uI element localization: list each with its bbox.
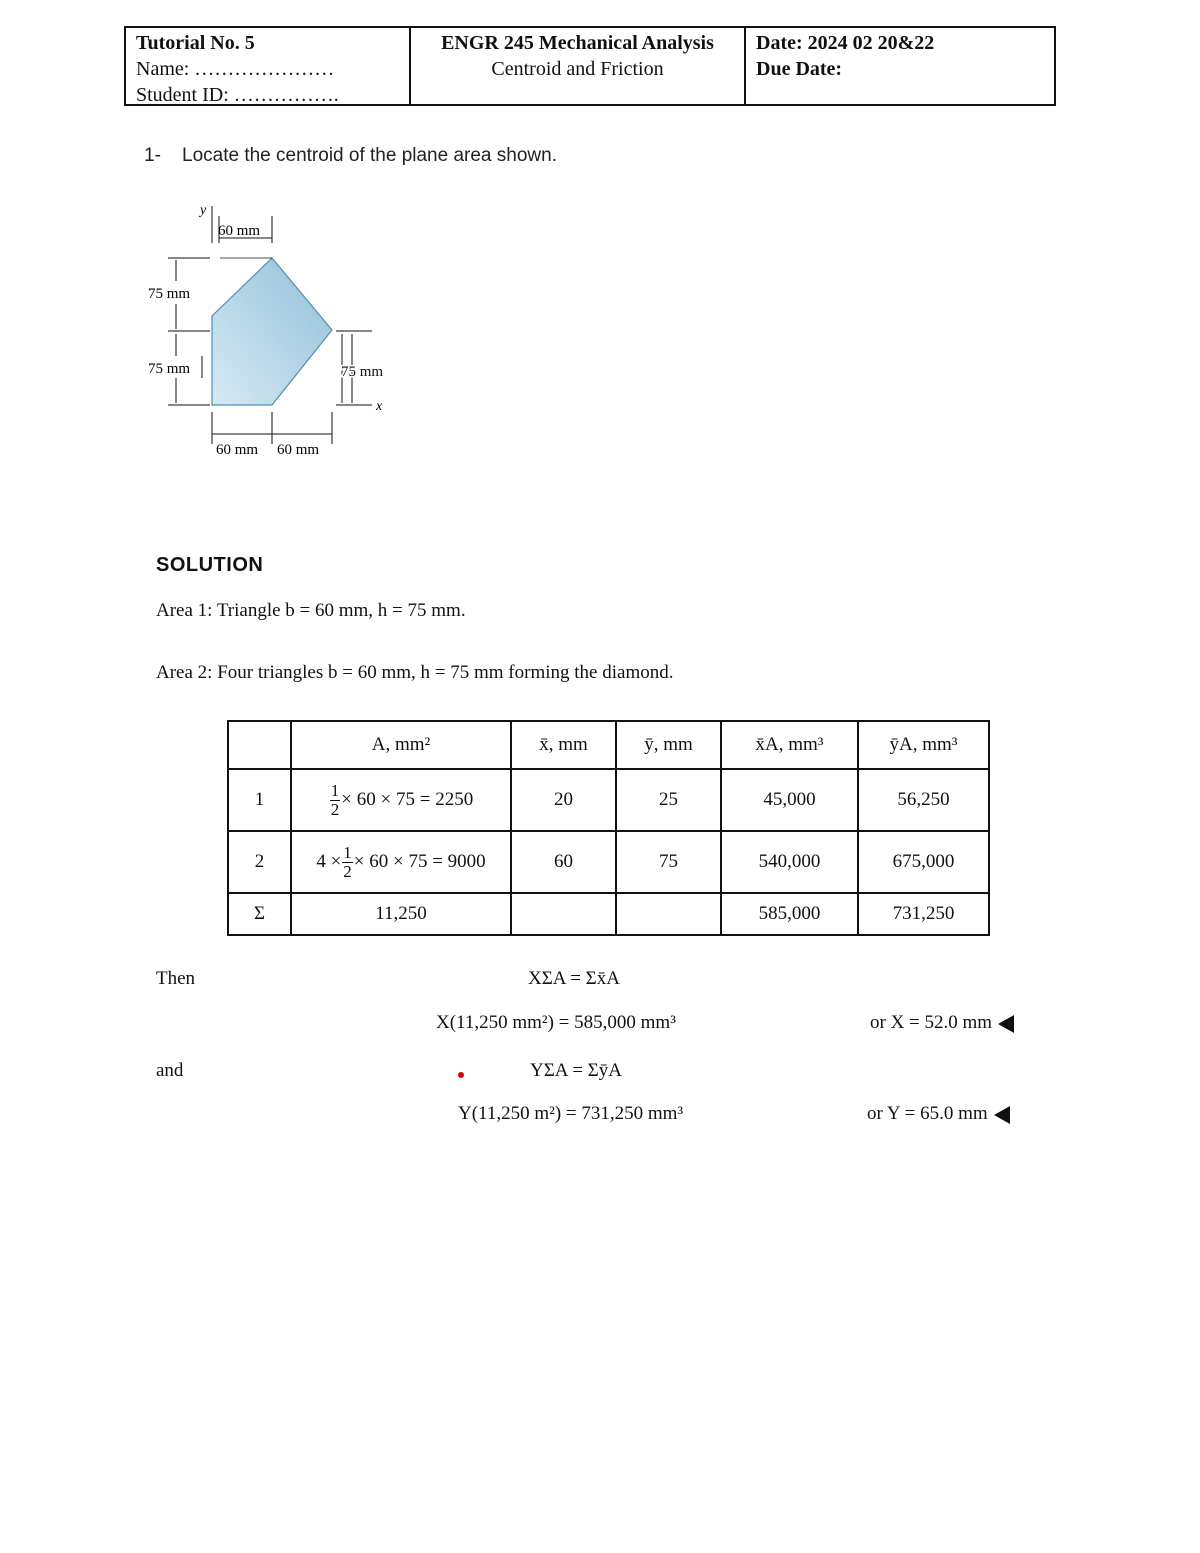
name-field: Name: ………………… xyxy=(136,58,335,80)
and-label: and xyxy=(156,1060,184,1081)
table-row xyxy=(228,769,989,831)
due-date-field: Due Date: xyxy=(756,58,843,80)
table-header-cell xyxy=(228,721,291,769)
sum-x xyxy=(511,893,616,935)
date-field: Date: 2024 02 20&22 xyxy=(756,32,935,54)
header-cell-tutorial xyxy=(126,28,411,104)
answer-y xyxy=(867,1103,1010,1125)
row-y: 75 xyxy=(616,831,721,893)
eq-y-1: YΣA = ΣȳA xyxy=(530,1060,622,1081)
area-prefix: 4 × xyxy=(316,850,342,872)
row-y: 25 xyxy=(616,769,721,831)
table-header-cell: ȳ, mm xyxy=(616,721,721,769)
table-sum-row xyxy=(228,893,989,935)
row-area xyxy=(291,769,511,831)
table-header-row xyxy=(228,721,989,769)
course-title: ENGR 245 Mechanical Analysis xyxy=(441,32,714,54)
fraction-half xyxy=(342,844,353,881)
question-number: 1- xyxy=(144,145,161,166)
fraction-denominator: 2 xyxy=(343,861,352,881)
sum-y xyxy=(616,893,721,935)
row-x: 60 xyxy=(511,831,616,893)
area1-text: Area 1: Triangle b = 60 mm, h = 75 mm. xyxy=(156,600,466,621)
dim-left-upper: 75 mm xyxy=(148,286,191,302)
tutorial-number: Tutorial No. 5 xyxy=(136,32,255,54)
fraction-half xyxy=(330,782,341,819)
area-rest: × 60 × 75 = 9000 xyxy=(353,850,486,872)
row-x: 20 xyxy=(511,769,616,831)
dim-top: 60 mm xyxy=(218,223,261,239)
course-topic: Centroid and Friction xyxy=(491,58,664,80)
answer-marker-icon xyxy=(994,1106,1010,1124)
area-rest: × 60 × 75 = 2250 xyxy=(341,788,474,810)
row-xA: 45,000 xyxy=(721,769,858,831)
centroid-table xyxy=(227,720,990,936)
then-label: Then xyxy=(156,968,196,989)
question-1 xyxy=(144,145,557,167)
fraction-denominator: 2 xyxy=(330,799,340,819)
dim-bottom-right: 60 mm xyxy=(277,442,320,458)
answer-marker-icon xyxy=(998,1015,1014,1033)
header-cell-course xyxy=(411,28,746,104)
sum-symbol: Σ xyxy=(228,893,291,935)
eq-x-1: XΣA = Σx̄A xyxy=(528,968,620,989)
table-header-cell: x̄A, mm³ xyxy=(721,721,858,769)
table-header-cell: A, mm² xyxy=(291,721,511,769)
eq-y-2: Y(11,250 m²) = 731,250 mm³ xyxy=(458,1103,684,1124)
table-header-cell: ȳA, mm³ xyxy=(858,721,989,769)
dim-right: 75 mm xyxy=(341,364,384,380)
header-table xyxy=(124,26,1056,106)
question-text: Locate the centroid of the plane area shown. xyxy=(182,145,557,166)
sum-yA: 731,250 xyxy=(858,893,989,935)
student-id-field: Student ID: ……………. xyxy=(136,84,339,106)
shaded-area xyxy=(212,258,332,405)
fraction-numerator: 1 xyxy=(343,842,352,862)
header-cell-date xyxy=(746,28,1054,104)
answer-y-text: or Y = 65.0 mm xyxy=(867,1103,988,1124)
answer-x xyxy=(870,1012,1014,1034)
fraction-numerator: 1 xyxy=(330,780,340,800)
answer-x-text: or X = 52.0 mm xyxy=(870,1012,993,1033)
sum-xA: 585,000 xyxy=(721,893,858,935)
area2-text: Area 2: Four triangles b = 60 mm, h = 75 mm forming the diamond. xyxy=(156,662,674,683)
dim-left-lower: 75 mm xyxy=(148,361,191,377)
row-xA: 540,000 xyxy=(721,831,858,893)
table-header-cell: x̄, mm xyxy=(511,721,616,769)
row-id: 1 xyxy=(228,769,291,831)
plane-area-figure xyxy=(140,198,410,468)
x-axis-label: x xyxy=(376,399,383,414)
eq-x-2: X(11,250 mm²) = 585,000 mm³ xyxy=(436,1012,676,1033)
table-row xyxy=(228,831,989,893)
row-id: 2 xyxy=(228,831,291,893)
row-yA: 56,250 xyxy=(858,769,989,831)
dim-bottom-left: 60 mm xyxy=(216,442,259,458)
sum-area: 11,250 xyxy=(291,893,511,935)
row-yA: 675,000 xyxy=(858,831,989,893)
solution-title: SOLUTION xyxy=(156,554,264,576)
y-axis-label: y xyxy=(200,203,207,218)
row-area xyxy=(291,831,511,893)
red-dot-marker xyxy=(458,1072,464,1078)
